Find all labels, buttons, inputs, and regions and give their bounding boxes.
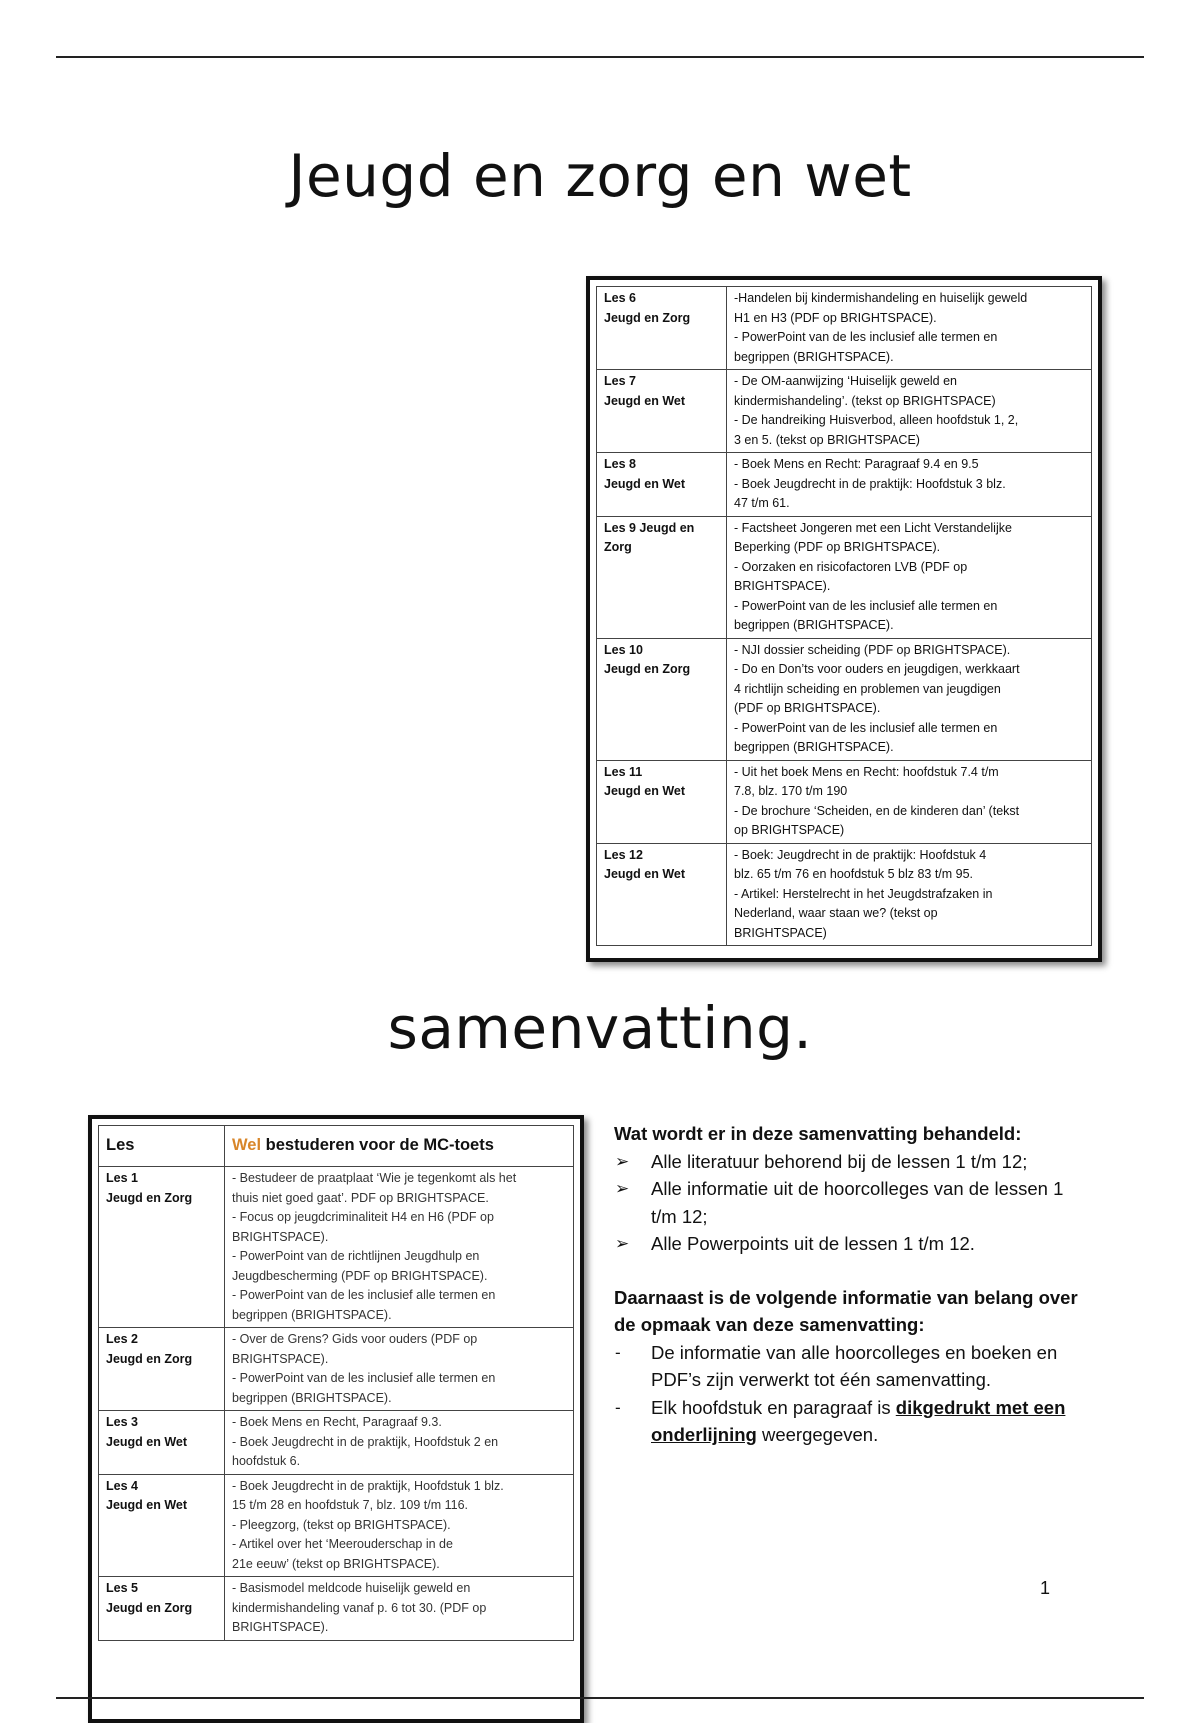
- material-line: BRIGHTSPACE): [734, 925, 827, 940]
- material-line: begrippen (BRIGHTSPACE).: [232, 1390, 392, 1405]
- table-row: [99, 1577, 574, 1641]
- lesson-label: Les 5: [106, 1581, 138, 1595]
- list-item: - De informatie van alle hoorcolleges en boeken en PDF’s zijn verwerkt tot één samenvatting.: [614, 1339, 1084, 1394]
- material-line: - NJI dossier scheiding (PDF op BRIGHTSPACE).: [734, 642, 1011, 657]
- material-line: BRIGHTSPACE).: [232, 1351, 329, 1366]
- material-line: 15 t/m 28 en hoofdstuk 7, blz. 109 t/m 116.: [232, 1498, 469, 1512]
- footer-rule: [56, 1697, 1144, 1699]
- material-line: 47 t/m 61.: [734, 496, 790, 510]
- table-row: [597, 287, 1092, 370]
- lesson-label: Jeugd en Zorg: [106, 1351, 193, 1366]
- material-line: - Boek Mens en Recht: Paragraaf 9.4 en 9.5: [734, 457, 979, 471]
- lesson-cell: [99, 1474, 225, 1577]
- list-item: - Elk hoofdstuk en paragraaf is dikgedrukt met een onderlijning weergegeven.: [614, 1394, 1084, 1449]
- material-line: - Focus op jeugdcriminaliteit H4 en H6 (PDF op: [232, 1210, 494, 1224]
- lesson-label: Jeugd en Wet: [106, 1498, 188, 1512]
- material-line: - Boek: Jeugdrecht in de praktijk: Hoofdstuk 4: [734, 847, 987, 862]
- material-line: - Factsheet Jongeren met een Licht Verstandelijke: [734, 520, 1012, 535]
- lesson-label: Les 10: [604, 642, 643, 657]
- material-line: begrippen (BRIGHTSPACE).: [734, 740, 894, 754]
- lesson-label: Les 9 Jeugd en: [604, 520, 695, 535]
- list-item: ➢ Alle literatuur behorend bij de lessen 1 t/m 12;: [614, 1148, 1084, 1176]
- header-rule: [56, 56, 1144, 58]
- lesson-cell: [597, 638, 727, 760]
- material-line: kindermishandeling’. (tekst op BRIGHTSPACE): [734, 393, 996, 408]
- material-line: - Boek Jeugdrecht in de praktijk, Hoofdstuk 2 en: [232, 1434, 499, 1449]
- lesson-label: Les 6: [604, 291, 636, 305]
- lesson-label: Les 7: [604, 374, 636, 388]
- study-material-cell: [225, 1167, 574, 1328]
- material-line: - De handreiking Huisverbod, alleen hoofdstuk 1, 2,: [734, 413, 1019, 427]
- material-line: - PowerPoint van de les inclusief alle termen en: [232, 1371, 496, 1385]
- material-line: - PowerPoint van de les inclusief alle termen en: [734, 598, 998, 613]
- header-les: Les: [99, 1126, 225, 1167]
- material-line: hoofdstuk 6.: [232, 1454, 301, 1468]
- table-row: [99, 1411, 574, 1475]
- material-line: -Handelen bij kindermishandeling en huiselijk geweld: [734, 291, 1028, 305]
- table-row: [99, 1167, 574, 1328]
- lesson-cell: [99, 1167, 225, 1328]
- document-title: Jeugd en zorg en wet: [288, 142, 912, 210]
- lesson-label: Les 1: [106, 1171, 138, 1185]
- contents-list: [614, 1148, 1084, 1258]
- table-row: [597, 843, 1092, 946]
- material-line: 21e eeuw’ (tekst op BRIGHTSPACE).: [232, 1556, 440, 1571]
- material-line: BRIGHTSPACE).: [232, 1620, 329, 1634]
- material-line: - PowerPoint van de les inclusief alle termen en: [734, 330, 998, 344]
- material-line: H1 en H3 (PDF op BRIGHTSPACE).: [734, 310, 937, 325]
- material-line: (PDF op BRIGHTSPACE).: [734, 701, 881, 715]
- table-row: [597, 638, 1092, 760]
- study-material-cell: [225, 1411, 574, 1475]
- lesson-label: Les 4: [106, 1478, 138, 1493]
- material-line: Jeugdbescherming (PDF op BRIGHTSPACE).: [232, 1268, 488, 1283]
- lesson-label: Les 8: [604, 457, 636, 471]
- material-line: - De OM-aanwijzing ‘Huiselijk geweld en: [734, 374, 958, 388]
- study-material-cell: [727, 843, 1092, 946]
- dash-bullet-icon: -: [615, 1397, 621, 1417]
- lessons-table-image-left: [88, 1115, 584, 1723]
- lesson-label: Les 2: [106, 1332, 138, 1346]
- study-material-cell: [727, 638, 1092, 760]
- table-row: [597, 370, 1092, 453]
- study-material-cell: [225, 1474, 574, 1577]
- lesson-cell: [99, 1411, 225, 1475]
- material-line: kindermishandeling vanaf p. 6 tot 30. (PDF op: [232, 1600, 487, 1615]
- header-study: [225, 1126, 574, 1167]
- info-heading-layout: Daarnaast is de volgende informatie van belang over de opmaak van deze samenvatting:: [614, 1286, 1078, 1335]
- list-item: ➢ Alle Powerpoints uit de lessen 1 t/m 12.: [614, 1230, 1084, 1258]
- lesson-label: Jeugd en Zorg: [604, 310, 691, 325]
- material-line: - Oorzaken en risicofactoren LVB (PDF op: [734, 559, 968, 574]
- lessons-table-image-right: [586, 276, 1102, 962]
- table-row: [597, 516, 1092, 638]
- lesson-label: Les 12: [604, 847, 643, 862]
- lesson-cell: [597, 370, 727, 453]
- material-line: 7.8, blz. 170 t/m 190: [734, 784, 848, 798]
- study-material-cell: [727, 760, 1092, 843]
- lesson-cell: [99, 1577, 225, 1641]
- dash-bullet-icon: -: [615, 1342, 621, 1362]
- lesson-cell: [597, 760, 727, 843]
- table-row: [597, 453, 1092, 517]
- lesson-label: Jeugd en Wet: [106, 1434, 188, 1449]
- material-line: 4 richtlijn scheiding en problemen van jeugdigen: [734, 681, 1001, 696]
- lesson-cell: [597, 516, 727, 638]
- material-line: Nederland, waar staan we? (tekst op: [734, 906, 938, 920]
- lessons-table-1-5: [98, 1125, 574, 1641]
- lesson-label: Les 3: [106, 1415, 138, 1429]
- study-material-cell: [727, 516, 1092, 638]
- lesson-cell: [597, 287, 727, 370]
- page-number: 1: [1040, 1578, 1051, 1598]
- material-line: - Boek Jeugdrecht in de praktijk: Hoofdstuk 3 blz.: [734, 476, 1006, 491]
- material-line: - De brochure ‘Scheiden, en de kinderen dan’ (tekst: [734, 803, 1020, 818]
- lesson-label: Jeugd en Zorg: [106, 1190, 193, 1205]
- lesson-label: Jeugd en Zorg: [604, 662, 691, 676]
- header-wel: Wel: [232, 1136, 262, 1154]
- material-line: - Pleegzorg, (tekst op BRIGHTSPACE).: [232, 1517, 451, 1532]
- material-line: - Boek Mens en Recht, Paragraaf 9.3.: [232, 1415, 442, 1429]
- material-line: - Over de Grens? Gids voor ouders (PDF op: [232, 1332, 478, 1346]
- summary-info: [614, 1120, 1084, 1449]
- underlined-bold-text: dikgedrukt met een onderlijning: [651, 1396, 1066, 1445]
- material-line: begrippen (BRIGHTSPACE).: [232, 1307, 392, 1322]
- arrow-bullet-icon: ➢: [615, 1179, 630, 1198]
- material-line: - Artikel over het ‘Meerouderschap in de: [232, 1537, 453, 1551]
- table-row: [99, 1474, 574, 1577]
- lesson-cell: [597, 843, 727, 946]
- table-row: [99, 1328, 574, 1411]
- material-line: Beperking (PDF op BRIGHTSPACE).: [734, 540, 941, 554]
- study-material-cell: [727, 287, 1092, 370]
- lesson-label: Les 11: [604, 764, 643, 779]
- material-line: - Artikel: Herstelrecht in het Jeugdstrafzaken in: [734, 886, 993, 901]
- arrow-bullet-icon: ➢: [615, 1234, 630, 1253]
- lesson-cell: [99, 1328, 225, 1411]
- material-line: thuis niet goed gaat’. PDF op BRIGHTSPACE.: [232, 1190, 489, 1205]
- material-line: 3 en 5. (tekst op BRIGHTSPACE): [734, 432, 920, 447]
- material-line: BRIGHTSPACE).: [734, 579, 831, 593]
- material-line: - Do en Don’ts voor ouders en jeugdigen, werkkaart: [734, 662, 1020, 676]
- study-material-cell: [225, 1328, 574, 1411]
- material-line: - PowerPoint van de richtlijnen Jeugdhulp en: [232, 1249, 480, 1263]
- lesson-cell: [597, 453, 727, 517]
- lesson-label: Jeugd en Wet: [604, 784, 686, 798]
- material-line: - PowerPoint van de les inclusief alle termen en: [734, 720, 998, 735]
- table-row: [597, 760, 1092, 843]
- material-line: begrippen (BRIGHTSPACE).: [734, 618, 894, 632]
- material-line: op BRIGHTSPACE): [734, 823, 845, 837]
- lesson-label: Zorg: [604, 540, 632, 554]
- lesson-label: Jeugd en Zorg: [106, 1600, 193, 1615]
- lesson-label: Jeugd en Wet: [604, 393, 686, 408]
- header-rest: bestuderen voor de MC-toets: [261, 1136, 494, 1154]
- document-subtitle: samenvatting.: [387, 994, 813, 1062]
- material-line: begrippen (BRIGHTSPACE).: [734, 349, 894, 364]
- material-line: - Bestudeer de praatplaat ‘Wie je tegenkomt als het: [232, 1171, 517, 1185]
- lessons-table-6-12: [596, 286, 1092, 946]
- material-line: - Basismodel meldcode huiselijk geweld en: [232, 1581, 471, 1595]
- study-material-cell: [225, 1577, 574, 1641]
- material-line: - Boek Jeugdrecht in de praktijk, Hoofdstuk 1 blz.: [232, 1478, 504, 1493]
- table-header-row: [99, 1126, 574, 1167]
- material-line: - Uit het boek Mens en Recht: hoofdstuk 7.4 t/m: [734, 764, 999, 779]
- material-line: BRIGHTSPACE).: [232, 1229, 329, 1244]
- study-material-cell: [727, 370, 1092, 453]
- study-material-cell: [727, 453, 1092, 517]
- info-heading-contents: Wat wordt er in deze samenvatting behandeld:: [614, 1123, 1022, 1144]
- lesson-label: Jeugd en Wet: [604, 476, 686, 491]
- layout-notes-list: [614, 1339, 1084, 1449]
- list-item: ➢ Alle informatie uit de hoorcolleges van de lessen 1 t/m 12;: [614, 1175, 1084, 1230]
- lesson-label: Jeugd en Wet: [604, 867, 686, 881]
- arrow-bullet-icon: ➢: [615, 1151, 630, 1171]
- material-line: - PowerPoint van de les inclusief alle termen en: [232, 1288, 496, 1302]
- material-line: blz. 65 t/m 76 en hoofdstuk 5 blz 83 t/m 95.: [734, 867, 974, 881]
